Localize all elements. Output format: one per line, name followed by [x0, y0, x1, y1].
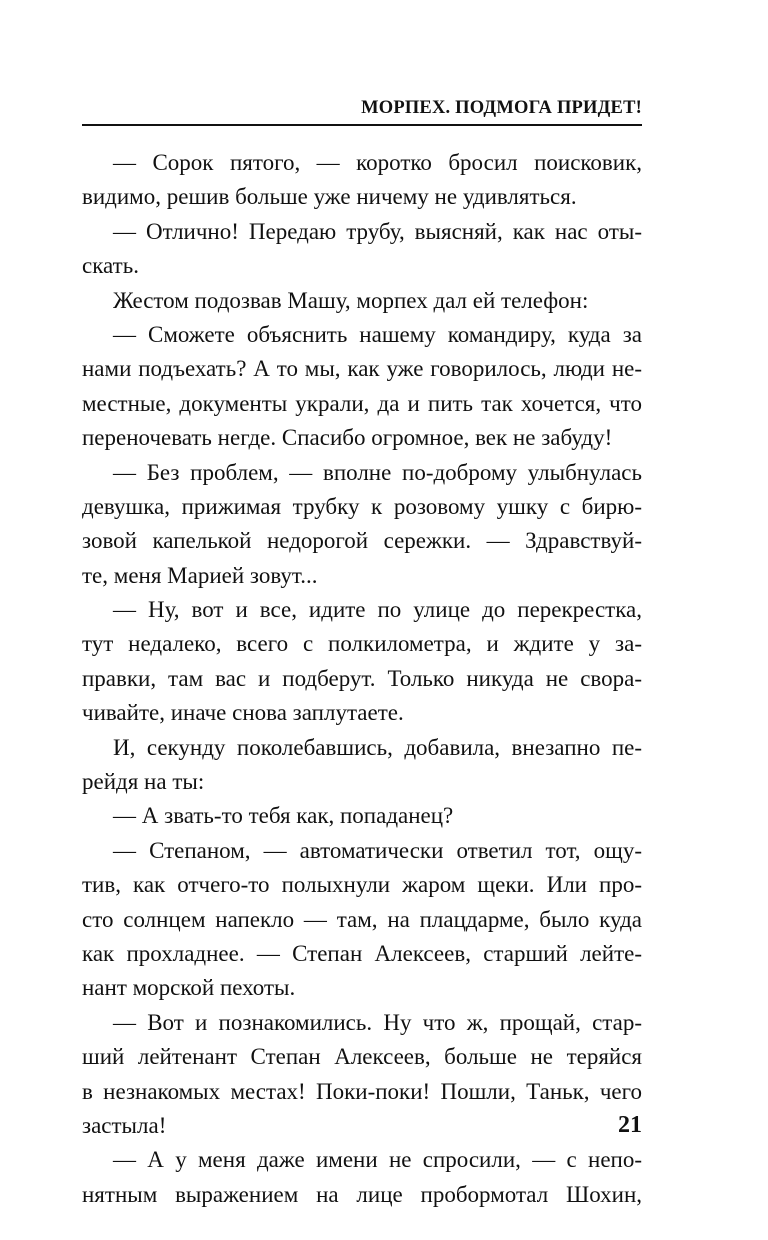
- text-line: девушка, прижимая трубку к розовому ушку с бирю-: [82, 493, 642, 519]
- text-line: чивайте, иначе снова заплутаете.: [82, 700, 404, 726]
- text-line: тив, как отчего-то полыхнули жаром щеки. Или про-: [82, 872, 642, 898]
- page-number: 21: [618, 1112, 642, 1138]
- text-line: зовой капелькой недорогой сережки. — Здравствуй-: [82, 528, 642, 554]
- text-line: — Без проблем, — вполне по-доброму улыбнулась: [113, 459, 642, 485]
- text-line: — Отлично! Передаю трубу, выясняй, как нас оты-: [113, 218, 642, 244]
- text-line: Жестом подозвав Машу, морпех дал ей телефон:: [113, 287, 589, 313]
- text-line: — А у меня даже имени не спросили, — с непо-: [113, 1147, 642, 1173]
- text-line: И, секунду поколебавшись, добавила, внезапно пе-: [113, 734, 642, 760]
- text-line: — Сорок пятого, — коротко бросил поисковик,: [113, 150, 642, 175]
- text-line: — А звать-то тебя как, попаданец?: [113, 803, 454, 829]
- text-line: видимо, решив больше уже ничему не удивляться.: [82, 184, 577, 210]
- text-line: переночевать негде. Спасибо огромное, век не забуду!: [82, 425, 613, 451]
- text-line: скать.: [82, 253, 139, 279]
- text-line: сто солнцем напекло — там, на плацдарме, было куда: [82, 906, 642, 932]
- text-line: — Степаном, — автоматически ответил тот, ощу-: [113, 837, 642, 863]
- text-line: как прохладнее. — Степан Алексеев, старший лейте-: [82, 940, 642, 966]
- text-line: — Вот и познакомились. Ну что ж, прощай, стар-: [113, 1009, 642, 1035]
- text-line: — Сможете объяснить нашему командиру, куда за: [113, 321, 642, 347]
- text-line: тут недалеко, всего с полкилометра, и ждите у за-: [82, 631, 642, 657]
- running-head-title: МОРПЕХ. ПОДМОГА ПРИДЕТ!: [361, 98, 642, 118]
- text-line: те, меня Марией зовут...: [82, 562, 318, 588]
- text-line: застыла!: [82, 1112, 167, 1138]
- text-line: нант морской пехоты.: [82, 975, 296, 1001]
- body-text: [82, 146, 642, 1212]
- text-line: рейдя на ты:: [82, 769, 205, 795]
- text-line: правки, там вас и подберут. Только никуда не свора-: [82, 665, 642, 691]
- text-line: местные, документы украли, да и пить так хочется, что: [82, 390, 642, 416]
- text-line: нятным выражением на лице пробормотал Шохин,: [82, 1181, 642, 1207]
- header-rule: [82, 124, 642, 126]
- text-line: — Ну, вот и все, идите по улице до перекрестка,: [113, 597, 642, 623]
- text-line: нами подъехать? А то мы, как уже говорилось, люди не-: [82, 356, 642, 382]
- text-line: в незнакомых местах! Поки-поки! Пошли, Таньк, чего: [82, 1078, 642, 1104]
- text-line: ший лейтенант Степан Алексеев, больше не теряйся: [82, 1044, 642, 1070]
